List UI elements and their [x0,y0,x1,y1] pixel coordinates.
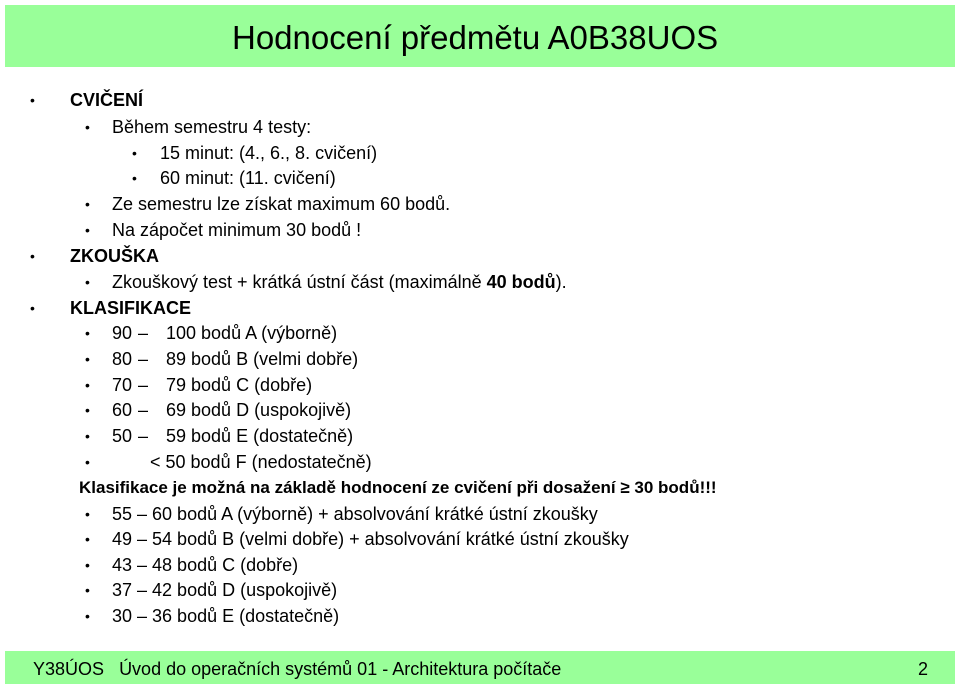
footer-caption [33,658,561,680]
bullet-icon: • [85,428,90,444]
grade-from: 50 [112,426,133,446]
footer-course-code: Y38ÚOS [33,659,105,679]
credit-minimum: Na zápočet minimum 30 bodů ! [112,220,362,240]
grade-to: 59 bodů E (dostatečně) [166,426,354,446]
page-number: 2 [918,659,929,679]
grade-row [112,348,358,370]
grade-from: 80 [112,349,133,369]
combined-grade-row: 49 – 54 bodů B (velmi dobře) + absolvování krátké ústní zkoušky [112,529,629,549]
grade-row [112,322,337,344]
bullet-icon: • [85,377,90,393]
section-heading-klasifikace: KLASIFIKACE [70,298,191,318]
max-points: Ze semestru lze získat maximum 60 bodů. [112,194,451,214]
bullet-icon: • [85,274,90,290]
bullet-icon: • [30,92,35,108]
grade-dash: – [138,375,149,395]
bullet-icon: • [85,222,90,238]
bullet-icon: • [85,351,90,367]
bullet-icon: • [85,402,90,418]
combined-grade-row: 55 – 60 bodů A (výborně) + absolvování krátké ústní zkoušky [112,504,598,524]
test-60min: 60 minut: (11. cvičení) [160,168,336,188]
test-intro: Během semestru 4 testy: [112,117,312,137]
bullet-icon: • [85,325,90,341]
grade-from: 70 [112,375,133,395]
exam-text-end: ). [555,272,567,292]
grade-to: 69 bodů D (uspokojivě) [166,400,352,420]
grade-from: 60 [112,400,133,420]
slide-title: Hodnocení předmětu A0B38UOS [232,19,719,56]
grade-to: 79 bodů C (dobře) [166,375,313,395]
exam-max-points: 40 bodů [486,272,556,292]
grade-row [112,425,353,447]
bullet-icon: • [85,506,90,522]
section-heading-cviceni: CVIČENÍ [70,90,144,110]
test-15min: 15 minut: (4., 6., 8. cvičení) [160,143,378,163]
section-heading-zkouska: ZKOUŠKA [70,246,159,266]
grade-dash: – [138,426,149,446]
exam-text: Zkouškový test + krátká ústní část (maximálně [112,272,487,292]
bullet-icon: • [85,454,90,470]
grade-from: 90 [112,323,133,343]
bullet-icon: • [85,119,90,135]
grade-dash: – [138,400,149,420]
combined-grade-row: 43 – 48 bodů C (dobře) [112,555,299,575]
bullet-icon: • [85,557,90,573]
grade-fail: < 50 bodů F (nedostatečně) [150,452,372,472]
exam-description [112,271,567,293]
grade-row [112,399,351,421]
bullet-icon: • [85,608,90,624]
bullet-icon: • [30,248,35,264]
combined-grade-row: 37 – 42 bodů D (uspokojivě) [112,580,338,600]
grade-row [112,374,312,396]
bullet-icon: • [132,170,137,186]
grade-dash: – [138,323,149,343]
combined-grade-row: 30 – 36 bodů E (dostatečně) [112,606,340,626]
bullet-icon: • [85,582,90,598]
grade-to: 89 bodů B (velmi dobře) [166,349,359,369]
bullet-icon: • [85,196,90,212]
classification-note: Klasifikace je možná na základě hodnocení ze cvičení při dosažení ≥ 30 bodů!!! [79,478,717,497]
grade-to: 100 bodů A (výborně) [166,323,338,343]
footer-lecture-title: Úvod do operačních systémů 01 - Architektura počítače [119,659,562,679]
bullet-icon: • [85,531,90,547]
bullet-icon: • [30,300,35,316]
grade-dash: – [138,349,149,369]
bullet-icon: • [132,145,137,161]
